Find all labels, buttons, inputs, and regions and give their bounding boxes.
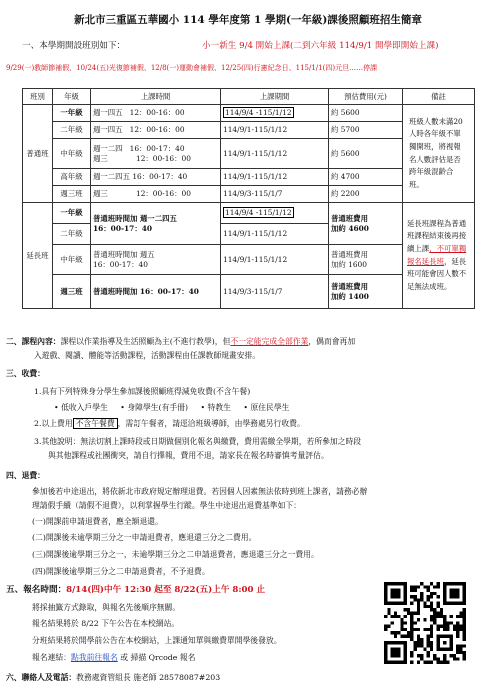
general-class-label: 普通班	[23, 105, 53, 203]
header-fee: 預估費用(元)	[329, 89, 403, 105]
fee-cell: 約 5700	[329, 122, 403, 139]
fee-cell: 約 4700	[329, 169, 403, 186]
bullet-icon: •	[54, 403, 59, 412]
grade-cell: 高年級	[53, 169, 91, 186]
time-cell: 普通班時間加 16：00-17：40	[91, 275, 221, 309]
period-cell: 114/9/1-115/1/12	[221, 245, 329, 275]
grade-cell: 二年級	[53, 224, 91, 245]
section4-line2: 理請假手續（請假不退費），以利掌握學生行蹤。學生中途退出退費基準如下：	[32, 501, 301, 510]
grade-cell: 一年級	[53, 105, 91, 122]
section4-heading: 四、退費：	[6, 471, 45, 480]
section5-line1: 將採抽籤方式錄取，與報名先後順序無關。	[32, 603, 181, 612]
refund-rule-4: (四)開課後逾學期三分之二申請退費者，不予退費。	[32, 567, 210, 576]
period-cell: 114/9/1-115/1/12	[221, 224, 329, 245]
time-cell: 週一二四五 16：00-17：40	[91, 169, 221, 186]
header-period: 上課期間	[221, 89, 329, 105]
registration-time: 8/14(四)中午 12:30 起至 8/22(五)上午 8:00 止	[66, 585, 266, 595]
grade-cell: 中年級	[53, 245, 91, 275]
general-note: 班級人數未滿20人時各年級不單獨開班，將視報名人數評估是否跨年級混齡合班。	[403, 105, 475, 203]
section1-notice: 小一新生 9/4 開始上課(二到六年級 114/9/1 開學即開始上課)	[202, 41, 439, 51]
fee-cell: 普通班費用 加約 1600	[329, 245, 403, 275]
section3-item3-line2: 與其他課程或社團衝突，請自行擇報，費用不退，請家長在報名時審慎考量評估。	[48, 451, 329, 460]
refund-rule-3: (三)開課後逾學期三分之一，未逾學期三分之二申請退費者，應退還三分之一費用。	[32, 550, 319, 559]
time-cell: 週一四五 12：00-16：00	[91, 122, 221, 139]
period-cell: 114/9/1-115/1/12	[221, 169, 329, 186]
fee-cell: 普通班費用 加約 4600	[329, 203, 403, 245]
time-cell: 普通班時間加 週五 16：00-17：40	[91, 245, 221, 275]
grade-cell: 週三班	[53, 275, 91, 309]
period-cell: 114/9/3-115/1/7	[221, 275, 329, 309]
header-time: 上課時間	[91, 89, 221, 105]
section5-line: 五、報名時間：8/14(四)中午 12:30 起至 8/22(五)上午 8:00 止	[6, 585, 266, 595]
table-row	[23, 203, 475, 224]
header-note: 備註	[403, 89, 475, 105]
refund-rule-1: (一)開課前申請退費者，應全額退還。	[32, 517, 163, 526]
time-cell: 普通班時間加 週一二四五 16：00-17：40	[91, 203, 221, 245]
period-cell: 114/9/1-115/1/12	[221, 139, 329, 169]
bullet-icon: •	[200, 403, 206, 412]
time-cell: 週一四五 12：00-16：00	[91, 105, 221, 122]
page-title: 新北市三重區五華國小 114 學年度第 1 學期(一年級)課後照顧班招生簡章	[74, 14, 422, 26]
grade-cell: 一年級	[53, 203, 91, 224]
time-cell: 週一二四 16：00-17：40 週三 12：00-16：00	[91, 139, 221, 169]
fee-cell: 約 5600	[329, 105, 403, 122]
registration-link[interactable]: 點我前往報名	[70, 653, 118, 662]
holiday-notice: 9/29(一)教師節補假、10/24(五)光復節補假、12/8(一)運動會補假、12/25(四)行憲紀念日、115/1/1(四)元旦……停課	[6, 64, 378, 72]
section6-line: 六、聯絡人及電話：教務處資管組長 施老師 28578087#203	[6, 673, 221, 682]
time-cell: 週三 12：00-16：00	[91, 186, 221, 203]
extended-class-label: 延長班	[23, 203, 53, 309]
fee-cell: 約 5600	[329, 139, 403, 169]
section2-line1: 二、課程內容：課程以作業指導及生活照顧為主(不進行教學)，但不一定能完成全部作業，偶而會再加	[6, 337, 356, 346]
section5-line3: 分班結果將於開學前公告在本校網站，上課通知單與繳費單開學後發放。	[32, 636, 282, 645]
period-cell: 114/9/3-115/1/7	[221, 186, 329, 203]
grade-cell: 中年級	[53, 139, 91, 169]
bullet-icon: •	[243, 403, 248, 412]
table-header-row	[23, 89, 475, 105]
registration-qr-code[interactable]	[384, 582, 466, 664]
section5-line2: 報名結果將於 8/22 下午公告在本校網站。	[32, 619, 180, 628]
bullet-icon: •	[120, 403, 125, 412]
section3-identity-list: • 低收入戶學生 • 身障學生(有手冊) • 特教生 • 原住民學生	[54, 403, 290, 412]
fee-cell: 約 2200	[329, 186, 403, 203]
period-cell: 114/9/1-115/1/12	[221, 122, 329, 139]
fee-cell: 普通班費用 加約 1400	[329, 275, 403, 309]
registration-link-line: 報名連結：點我前往報名 或 掃描 Qrcode 報名	[32, 653, 196, 662]
section2-line2: 入遊戲、閱讀、體能等活動課程，活動課程由任課教師規畫安排。	[34, 351, 261, 360]
refund-rule-2: (二)開課後未逾學期三分之一申請退費者，應退還三分之二費用。	[32, 533, 257, 542]
section3-item3-line1: 3.其他說明：無法切割上課時段或日期做個別化報名與繳費，費用需繳全學期，若所參加之時段	[34, 437, 362, 446]
header-class-type: 班別	[23, 89, 53, 105]
period-cell: 114/9/4 -115/1/12	[221, 105, 329, 122]
schedule-table	[22, 88, 475, 309]
grade-cell: 週三班	[53, 186, 91, 203]
section3-item1: 1.具有下列特殊身分學生參加課後照顧班得減免收費(不含午餐)	[34, 387, 251, 396]
period-cell: 114/9/4 -115/1/12	[221, 203, 329, 224]
extended-note: 延長班課程為普通班課程結束後再接續上課，不可單獨報名延長班，延長班可能會因人數不足無法成班。	[403, 203, 475, 309]
section4-line1: 參加後若中途退出，將依新北市政府規定辦理退費。若因個人因素無法依時到班上課者，請務必辦	[32, 487, 368, 496]
grade-cell: 二年級	[53, 122, 91, 139]
section3-item2: 2.以上費用 不含午餐費 ，需訂午餐者，請逕洽班級導師，由學務處另行收費。	[34, 419, 305, 428]
table-row	[23, 105, 475, 122]
header-grade: 年級	[53, 89, 91, 105]
section3-heading: 三、收費：	[6, 369, 45, 378]
section1-heading: 一、本學期開設班別如下：	[22, 41, 126, 51]
